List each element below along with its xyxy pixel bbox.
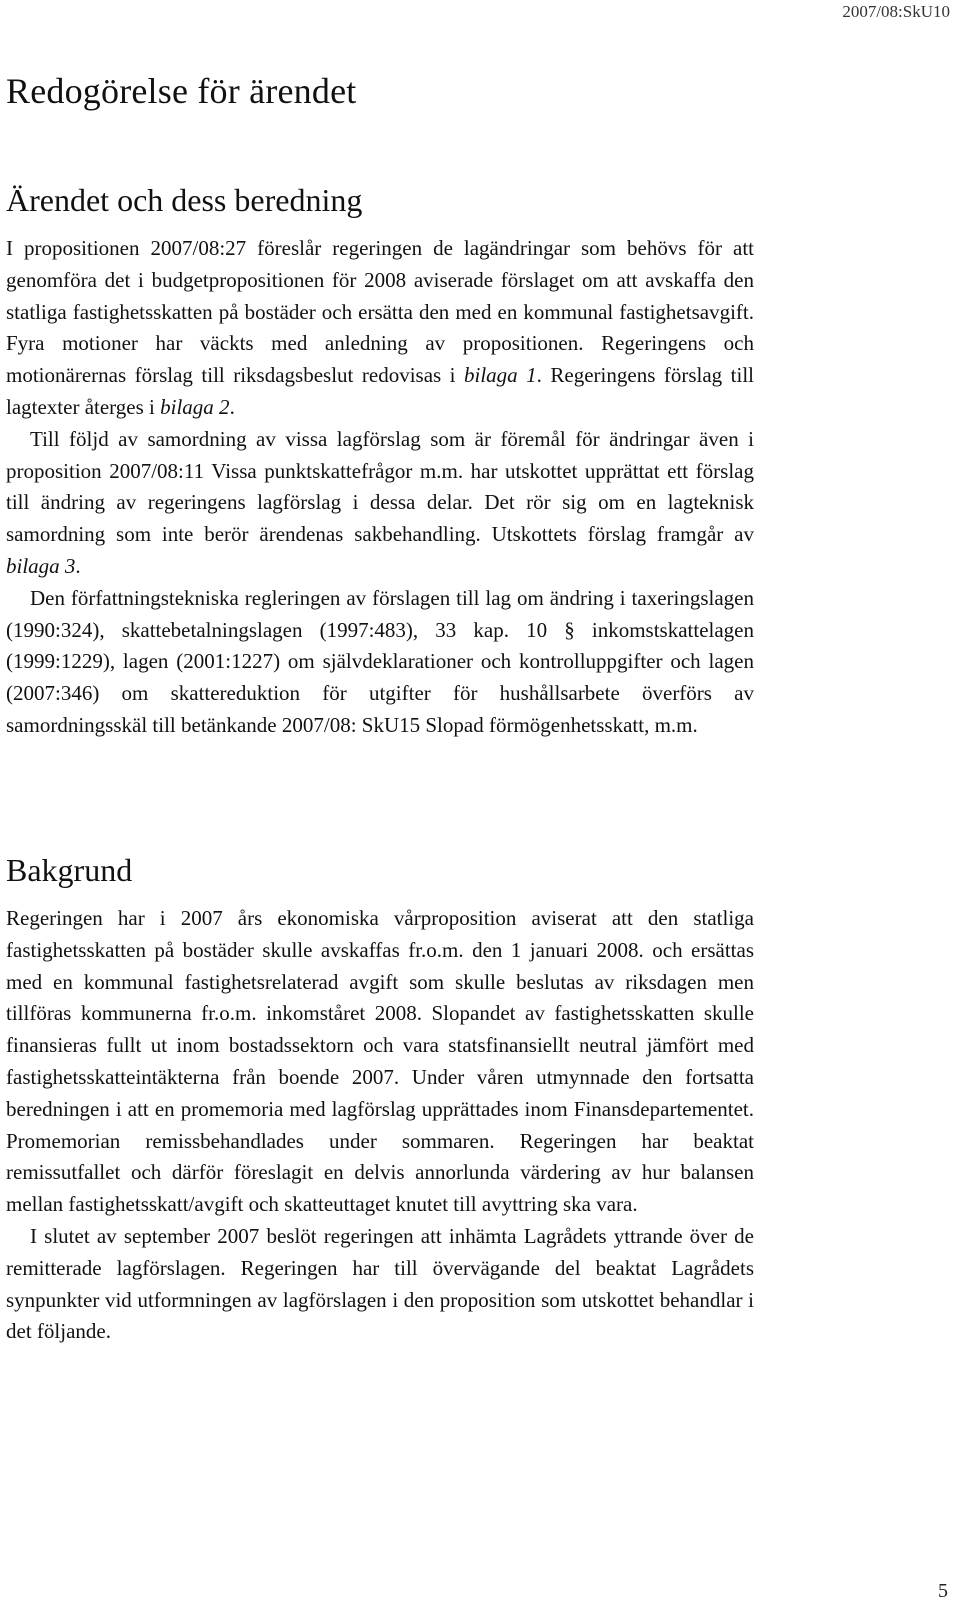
- paragraph: I slutet av september 2007 beslöt regeringen att inhämta Lagrådets yttrande över de remitterade lagförslagen. Regeringen har till övervägande del beaktat Lagrådets synpunkter vid utformningen av lagförslagen i den proposition som utskottet behandlar i det följande.: [6, 1223, 754, 1344]
- paragraph: Regeringen har i 2007 års ekonomiska vårproposition aviserat att den statliga fastighetsskatten på bostäder skulle avskaffas fr.o.m. den 1 januari 2008. och ersättas med en kommunal fastighetsrelaterad avgift som skulle beslutas av riksdagen men tillföras kommunerna fr.o.m. inkomståret 2008. Slopandet av fastighetsskatten skulle finansieras fullt ut inom bostadssektorn och vara statsfinansiellt neutral jämfört med fastighetsskatteintäkterna från boende 2007. Under våren utmynnade den fortsatta beredningen i att en promemoria med lagförslag upprättades inom Finansdepartementet. Promemorian remissbehandlades under sommaren. Regeringen har beaktat remissutfallet och därför föreslagit en delvis annorlunda värdering av hur balansen mellan fastighetsskatt/avgift och skatteuttaget knutet till avyttring ska vara.: [6, 906, 754, 1217]
- page-number: 5: [938, 1580, 948, 1602]
- appendix-reference: bilaga 2: [160, 394, 230, 419]
- section-heading-bakgrund: Bakgrund: [6, 852, 133, 888]
- section-body-bakgrund: [6, 903, 754, 1348]
- section-body-arendet: [6, 233, 754, 742]
- document-reference: 2007/08:SkU10: [842, 2, 950, 21]
- section-heading-arendet: Ärendet och dess beredning: [6, 182, 363, 218]
- paragraph: I propositionen 2007/08:27 föreslår regeringen de lagändringar som behövs för att genomföra det i budgetpropositionen för 2008 aviserade förslaget om att avskaffa den statliga fastighetsskatten på bostäder och ersätta den med en kommunal fastighetsavgift. Fyra motioner har väckts med anledning av propositionen. Regeringens och motionärernas förslag till riksdagsbeslut redovisas i bilaga 1. Regeringens förslag till lagtexter återges i bilaga 2.: [6, 236, 754, 419]
- paragraph: Den författningstekniska regleringen av förslagen till lag om ändring i taxeringslagen (1990:324), skattebetalningslagen (1997:483), 33 kap. 10 § inkomstskattelagen (1999:1229), lagen (2001:1227) om självdeklarationer och kontrolluppgifter och lagen (2007:346) om skattereduktion för utgifter för hushållsarbete överförs av samordningsskäl till betänkande 2007/08: SkU15 Slopad förmögenhetsskatt, m.m.: [6, 585, 754, 737]
- page-title: Redogörelse för ärendet: [6, 71, 357, 111]
- appendix-reference: bilaga 3: [6, 553, 76, 578]
- paragraph: Till följd av samordning av vissa lagförslag som är föremål för ändringar även i proposition 2007/08:11 Vissa punktskattefrågor m.m. har utskottet upprättat ett förslag till ändring av regeringens lagförslag i dessa delar. Det rör sig om en lagteknisk samordning som inte berör ärendenas sakbehandling. Utskottets förslag framgår av bilaga 3.: [6, 426, 754, 578]
- appendix-reference: bilaga 1: [464, 363, 537, 388]
